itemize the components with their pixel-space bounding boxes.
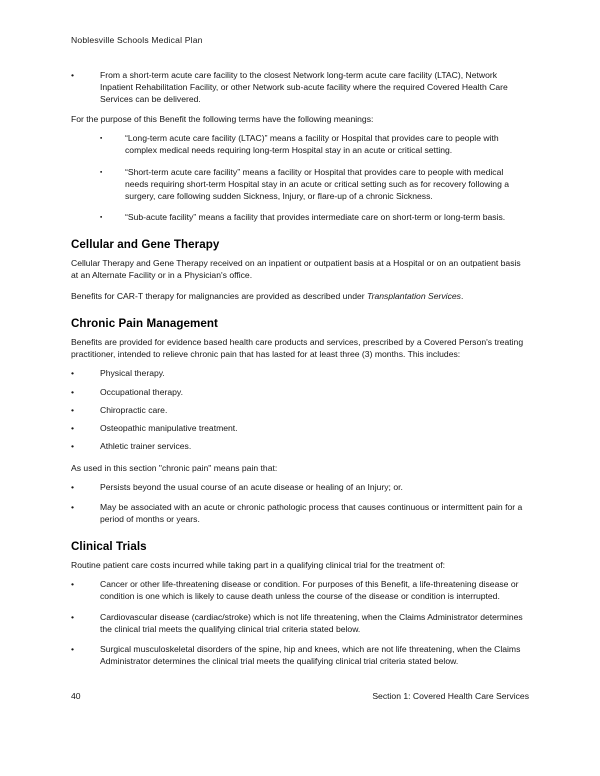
list-item-text: Cancer or other life-threatening disease or condition. For purposes of this Benefit, a life-threatening disease or condition is one which is likely to cause death unless the course of the disease or condition is interrupted. xyxy=(100,579,519,602)
purpose-paragraph: For the purpose of this Benefit the following terms have the following meanings: xyxy=(71,114,374,125)
disc-bullet-icon: • xyxy=(71,502,75,513)
list-item-text: Cardiovascular disease (cardiac/stroke) which is not life threatening, when the Claims Administrator determines the clinical trial meets the qualifying clinical trial criteria stated below. xyxy=(100,611,523,634)
disc-bullet-icon: • xyxy=(71,481,75,492)
disc-bullet-icon: • xyxy=(71,422,75,433)
list-item-text: Surgical musculoskeletal disorders of the spine, hip and knees, which are not life threatening, when the Claims Administrator determines the clinical trial meets the qualifying clinical trial criteria stated below. xyxy=(100,643,521,666)
section-heading-chronic-pain-management: Chronic Pain Management xyxy=(71,317,218,331)
disc-bullet-icon: • xyxy=(71,70,75,80)
cellular-gene-therapy-paragraph: Cellular Therapy and Gene Therapy received on an inpatient or outpatient basis at a Hospital or on an outpatient basis at an Alternate Facility or in a Physician's office. xyxy=(71,257,521,281)
list-item-text: Athletic trainer services. xyxy=(100,440,192,451)
square-bullet-icon: ▪ xyxy=(100,213,103,221)
list-item xyxy=(71,440,529,452)
list-item xyxy=(71,501,529,525)
footer-section-label: Section 1: Covered Health Care Services xyxy=(372,691,529,701)
square-bullet-icon: ▪ xyxy=(100,168,103,176)
list-item-text: Physical therapy. xyxy=(100,368,165,379)
disc-bullet-icon: • xyxy=(71,611,75,622)
list-item-text: Persists beyond the usual course of an acute disease or healing of an Injury; or. xyxy=(100,481,403,492)
disc-bullet-icon: • xyxy=(71,440,75,451)
page-content xyxy=(71,34,529,675)
list-item xyxy=(71,386,529,398)
list-item-text: From a short-term acute care facility to the closest Network long-term acute care facility (LTAC), Network Inpatient Rehabilitation Facility, or other Network sub-acute facility where the required Covered Health Care Services can be delivered. xyxy=(100,70,508,105)
disc-bullet-icon: • xyxy=(71,368,75,379)
list-item-text: “Sub-acute facility” means a facility that provides intermediate care on short-term or long-term basis. xyxy=(125,211,506,222)
list-item-text: Occupational therapy. xyxy=(100,386,183,397)
list-item xyxy=(71,643,529,667)
car-t-paragraph xyxy=(71,290,529,302)
list-item-text: Osteopathic manipulative treatment. xyxy=(100,422,238,433)
section-heading-clinical-trials: Clinical Trials xyxy=(71,540,147,554)
chronic-pain-definition-list xyxy=(71,481,529,525)
definitions-list xyxy=(100,132,529,223)
disc-bullet-icon: • xyxy=(71,579,75,590)
clinical-trials-intro-paragraph: Routine patient care costs incurred while taking part in a qualifying clinical trial for the treatment of: xyxy=(71,560,446,571)
list-item xyxy=(71,367,529,379)
list-item xyxy=(71,69,529,105)
chronic-pain-definition-lead: As used in this section "chronic pain" means pain that: xyxy=(71,462,278,473)
list-item xyxy=(71,481,529,493)
running-header: Noblesville Schools Medical Plan xyxy=(71,35,203,45)
list-item xyxy=(71,404,529,416)
disc-bullet-icon: • xyxy=(71,386,75,397)
list-item xyxy=(100,211,529,223)
list-item-text: “Long-term acute care facility (LTAC)” means a facility or Hospital that provides care to people with complex medical needs requiring long-term Hospital stay in an acute or critical setting. xyxy=(125,133,499,156)
square-bullet-icon: ▪ xyxy=(100,135,103,143)
list-item-text: May be associated with an acute or chronic pathologic process that causes continuous or intermittent pain for a period of months or years. xyxy=(100,502,523,525)
chronic-pain-services-list xyxy=(71,367,529,451)
car-t-paragraph-suffix: . xyxy=(460,291,464,302)
disc-bullet-icon: • xyxy=(71,404,75,415)
list-item xyxy=(100,132,529,156)
page-footer xyxy=(71,690,529,702)
list-item xyxy=(100,166,529,202)
list-item xyxy=(71,611,529,635)
car-t-paragraph-prefix: Benefits for CAR-T therapy for malignancies are provided as described under xyxy=(71,291,367,302)
list-item-text: “Short-term acute care facility” means a facility or Hospital that provides care to people with medical needs requiring short-term Hospital stay in an acute or critical setting such as for recovery following a surgery, care following sudden Sickness, Injury, or flare-up of a chronic Sickness. xyxy=(125,166,510,201)
chronic-pain-intro-paragraph: Benefits are provided for evidence based health care products and services, prescribed by a Covered Person's treating practitioner, intended to relieve chronic pain that has lasted for at least three (3) months. This includes: xyxy=(71,337,524,360)
transplantation-services-reference: Transplantation Services xyxy=(367,291,461,302)
list-item xyxy=(71,422,529,434)
section-heading-cellular-gene-therapy: Cellular and Gene Therapy xyxy=(71,237,220,251)
clinical-trials-list xyxy=(71,578,529,667)
list-item xyxy=(71,578,529,602)
list-item-text: Chiropractic care. xyxy=(100,404,168,415)
transport-bullet-list xyxy=(71,69,529,105)
page-number: 40 xyxy=(71,691,81,701)
disc-bullet-icon: • xyxy=(71,643,75,654)
